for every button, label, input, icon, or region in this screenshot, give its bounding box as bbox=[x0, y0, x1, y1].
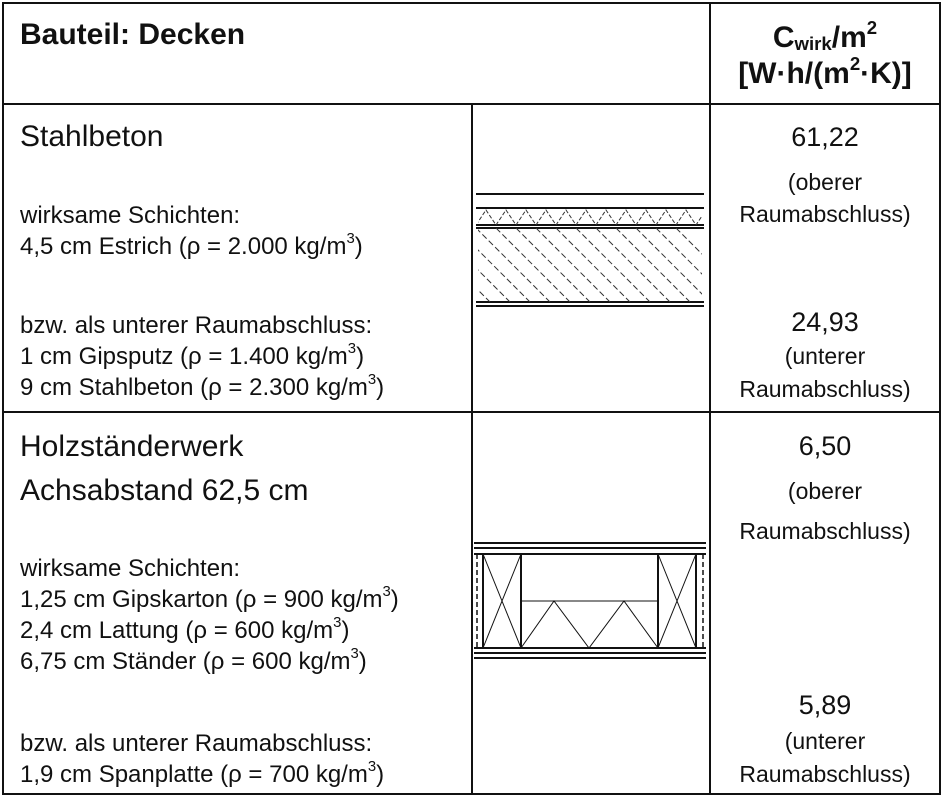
lower-value: 5,89 bbox=[798, 690, 852, 720]
layer-exponent: 3 bbox=[333, 615, 342, 631]
layer-close: ) bbox=[358, 648, 367, 675]
layer-line bbox=[20, 615, 399, 646]
lower-note-1: (unterer bbox=[784, 343, 866, 369]
layer-text: 2,4 cm Lattung (ρ = 600 kg/m bbox=[20, 617, 334, 644]
layer-line bbox=[20, 372, 384, 403]
concrete-slab-section-icon bbox=[476, 190, 704, 312]
figure-column-divider bbox=[471, 104, 473, 795]
layer-text: 9 cm Stahlbeton (ρ = 2.300 kg/m bbox=[20, 374, 368, 401]
layers-label: wirksame Schichten: bbox=[20, 555, 241, 582]
layer-text: 1,9 cm Spanplatte (ρ = 700 kg/m bbox=[20, 761, 368, 788]
unit-exponent: 2 bbox=[866, 17, 878, 38]
layer-text: 6,75 cm Ständer (ρ = 600 kg/m bbox=[20, 648, 351, 675]
lower-value: 24,93 bbox=[791, 307, 859, 337]
upper-value: 6,50 bbox=[798, 431, 852, 461]
timber-frame-section-icon bbox=[474, 540, 706, 662]
alt-label: bzw. als unterer Raumabschluss: bbox=[20, 730, 373, 757]
upper-note-1: (oberer bbox=[787, 169, 863, 195]
lower-note-1: (unterer bbox=[784, 728, 866, 754]
layers-block bbox=[20, 200, 363, 262]
layer-exponent: 3 bbox=[367, 759, 377, 775]
lower-note-2: Raumabschluss) bbox=[739, 376, 911, 402]
unit-line2-b: ·K)] bbox=[860, 57, 912, 90]
layer-exponent: 3 bbox=[382, 584, 391, 600]
component-name: Stahlbeton bbox=[20, 120, 164, 153]
alt-label: bzw. als unterer Raumabschluss: bbox=[20, 312, 373, 339]
layer-line bbox=[20, 646, 399, 677]
header-title: Bauteil: Decken bbox=[20, 18, 246, 51]
layer-line bbox=[20, 584, 399, 615]
layer-line bbox=[20, 231, 363, 262]
layer-close: ) bbox=[354, 233, 363, 260]
unit-line2-a: [W·h/(m bbox=[738, 57, 850, 90]
upper-note-2: Raumabschluss) bbox=[739, 518, 911, 544]
component-name: Holzständerwerk bbox=[20, 430, 244, 463]
layer-close: ) bbox=[376, 761, 385, 788]
layers-label: wirksame Schichten: bbox=[20, 202, 241, 229]
layer-close: ) bbox=[376, 374, 385, 401]
layer-close: ) bbox=[390, 586, 399, 613]
layer-text: 4,5 cm Estrich (ρ = 2.000 kg/m bbox=[20, 233, 347, 260]
upper-note-1: (oberer bbox=[787, 478, 863, 504]
unit-per: /m bbox=[831, 21, 867, 54]
alt-layers-block bbox=[20, 310, 384, 403]
layer-exponent: 3 bbox=[347, 341, 357, 357]
header-unit bbox=[710, 17, 940, 92]
unit-line2-exponent: 2 bbox=[849, 53, 861, 74]
unit-symbol: C bbox=[772, 21, 795, 54]
upper-value: 61,22 bbox=[791, 122, 859, 152]
layer-close: ) bbox=[356, 343, 365, 370]
layer-line bbox=[20, 759, 384, 790]
layer-text: 1 cm Gipsputz (ρ = 1.400 kg/m bbox=[20, 343, 348, 370]
layer-exponent: 3 bbox=[346, 231, 355, 247]
layer-line bbox=[20, 341, 384, 372]
layer-close: ) bbox=[341, 617, 350, 644]
layer-text: 1,25 cm Gipskarton (ρ = 900 kg/m bbox=[20, 586, 383, 613]
unit-subscript: wirk bbox=[794, 33, 832, 54]
alt-layers-block bbox=[20, 728, 384, 790]
layer-exponent: 3 bbox=[367, 372, 377, 388]
component-spacing: Achsabstand 62,5 cm bbox=[20, 474, 309, 507]
upper-note-2: Raumabschluss) bbox=[739, 201, 911, 227]
layers-block bbox=[20, 553, 399, 677]
lower-note-2: Raumabschluss) bbox=[739, 761, 911, 787]
layer-exponent: 3 bbox=[350, 646, 359, 662]
